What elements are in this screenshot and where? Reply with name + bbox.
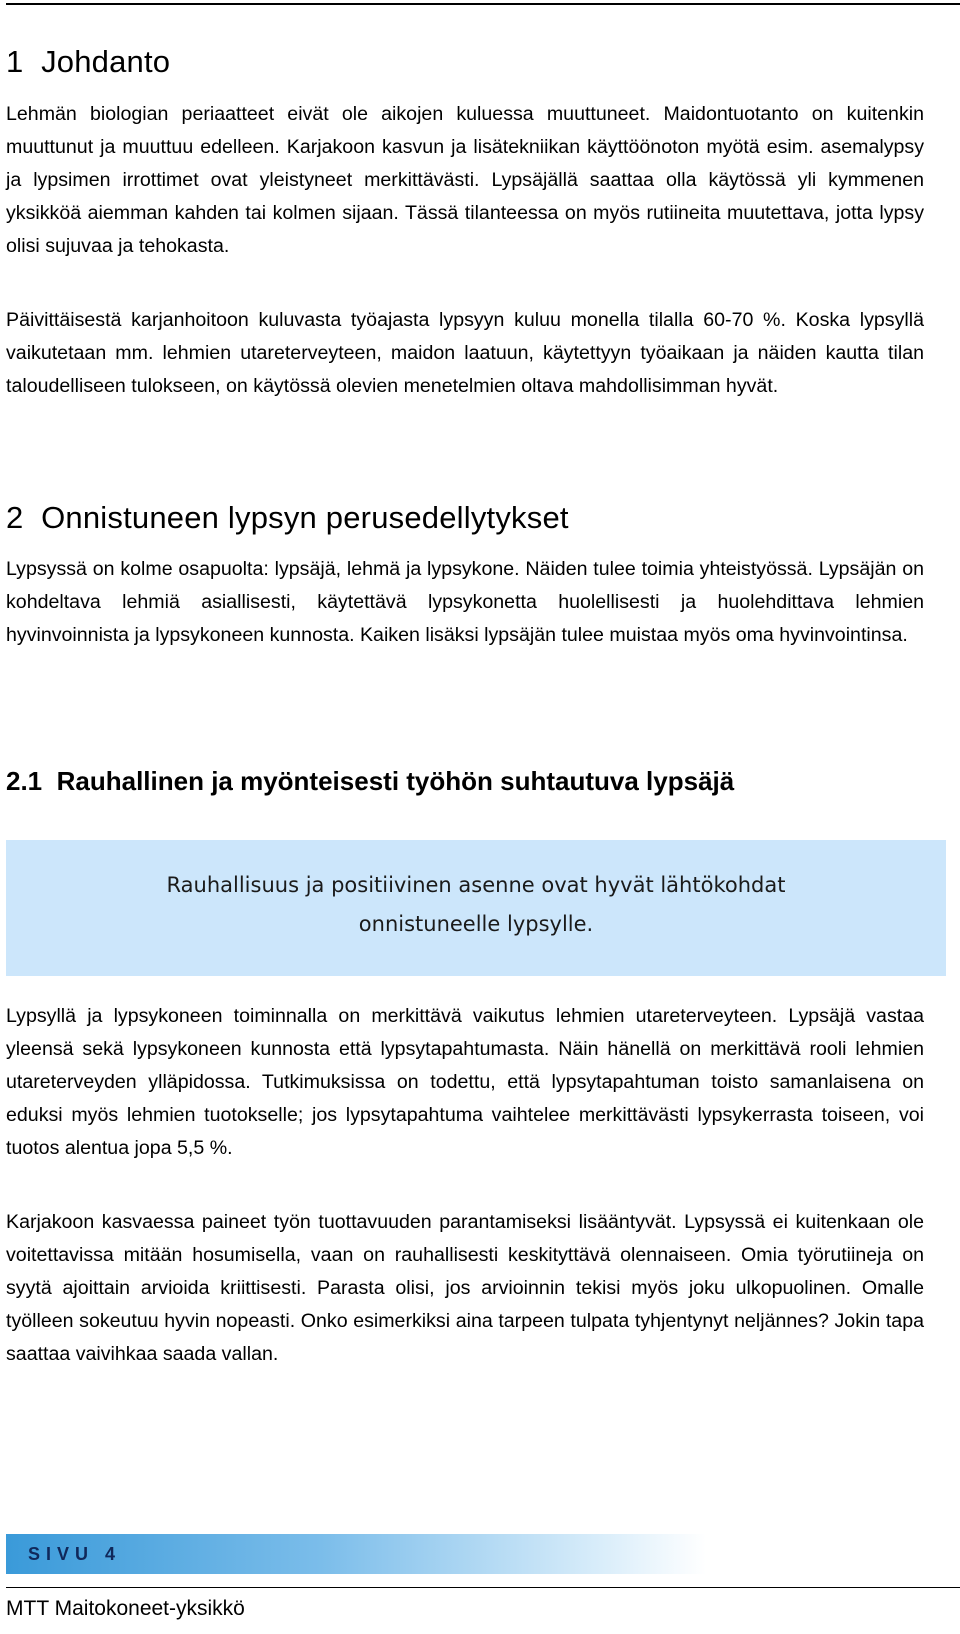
callout-text xyxy=(6,866,946,944)
section-2-paragraph-1: Lypsyssä on kolme osapuolta: lypsäjä, lehmä ja lypsykone. Näiden tulee toimia yhteistyössä. Lypsäjän on kohdeltava lehmiä asiallisesti, käytettävä lypsykonetta huolellisesti ja huolehdittava lehmien hyvinvoinnista ja lypsykoneen kunnosta. Kaiken lisäksi lypsäjän tulee muistaa myös oma hyvinvointinsa. xyxy=(6,558,924,646)
callout-line-1: Rauhallisuus ja positiivinen asenne ovat hyvät lähtökohdat xyxy=(166,873,786,897)
section-2-1-paragraph-1: Lypsyllä ja lypsykoneen toiminnalla on merkittävä vaikutus lehmien utareterveyteen. Lypsäjä vastaa yleensä sekä lypsykoneen kunnosta että lypsytapahtumasta. Näin hänellä on merkittävä rooli lehmien utareterveyden ylläpidossa. Tutkimuksissa on todettu, että lypsytapahtuman toisto samanlaisena on eduksi myös lehmien tuotokselle; jos lypsytapahtuma vaihtelee merkittävästi lypsykerrasta toiseen, voi tuotos alentua jopa 5,5 %. xyxy=(6,1005,924,1159)
page-number-label: SIVU 4 xyxy=(28,1544,122,1564)
section-1-heading xyxy=(6,44,170,80)
top-rule xyxy=(6,3,960,5)
section-1-paragraph-2: Päivittäisestä karjanhoitoon kuluvasta työajasta lypsyyn kuluu monella tilalla 60-70 %. Koska lypsyllä vaikutetaan mm. lehmien utareterveyteen, maidon laatuun, käytettyyn työaikaan ja näiden kautta tilan taloudelliseen tulokseen, on käytössä olevien menetelmien oltava mahdollisimman hyvät. xyxy=(6,309,924,397)
footer-band xyxy=(6,1534,706,1574)
section-2-number: 2 xyxy=(6,500,24,535)
section-2-1-title: Rauhallinen ja myönteisesti työhön suhtautuva lypsäjä xyxy=(56,766,735,796)
footer-rule xyxy=(6,1587,960,1588)
footer-organization: MTT Maitokoneet-yksikkö xyxy=(6,1597,245,1620)
section-1-title: Johdanto xyxy=(41,44,171,79)
section-2-1-heading xyxy=(6,766,734,797)
section-2-1-number: 2.1 xyxy=(6,766,43,796)
highlight-callout xyxy=(6,840,946,976)
section-2-title: Onnistuneen lypsyn perusedellytykset xyxy=(41,500,569,535)
section-2-1-paragraph-2: Karjakoon kasvaessa paineet työn tuottavuuden parantamiseksi lisääntyvät. Lypsyssä ei kuitenkaan ole voitettavissa mitään hosumisella, vaan on rauhallisesti keskityttävä olennaiseen. Omia työrutiineja on syytä ajoittain arvioida kriittisesti. Parasta olisi, jos arvioinnin tekisi myös joku ulkopuolinen. Omalle työlleen sokeutuu hyvin nopeasti. Onko esimerkiksi aina tarpeen tulpata tyhjentynyt neljännes? Jokin tapa saattaa vaivihkaa saada vallan. xyxy=(6,1211,924,1365)
section-1-number: 1 xyxy=(6,44,24,79)
callout-line-2: onnistuneelle lypsylle. xyxy=(358,912,594,936)
section-2-heading xyxy=(6,500,569,536)
section-1-paragraph-1: Lehmän biologian periaatteet eivät ole aikojen kuluessa muuttuneet. Maidontuotanto on kuitenkin muuttunut ja muuttuu edelleen. Karjakoon kasvun ja lisätekniikan käyttöönoton myötä esim. asemalypsy ja lypsimen irrottimet ovat yleistyneet merkittävästi. Lypsäjällä saattaa olla käytössä yli kymmenen yksikköä aiemman kahden tai kolmen sijaan. Tässä tilanteessa on myös rutiineita muutettava, jotta lypsy olisi sujuvaa ja tehokasta. xyxy=(6,103,924,257)
